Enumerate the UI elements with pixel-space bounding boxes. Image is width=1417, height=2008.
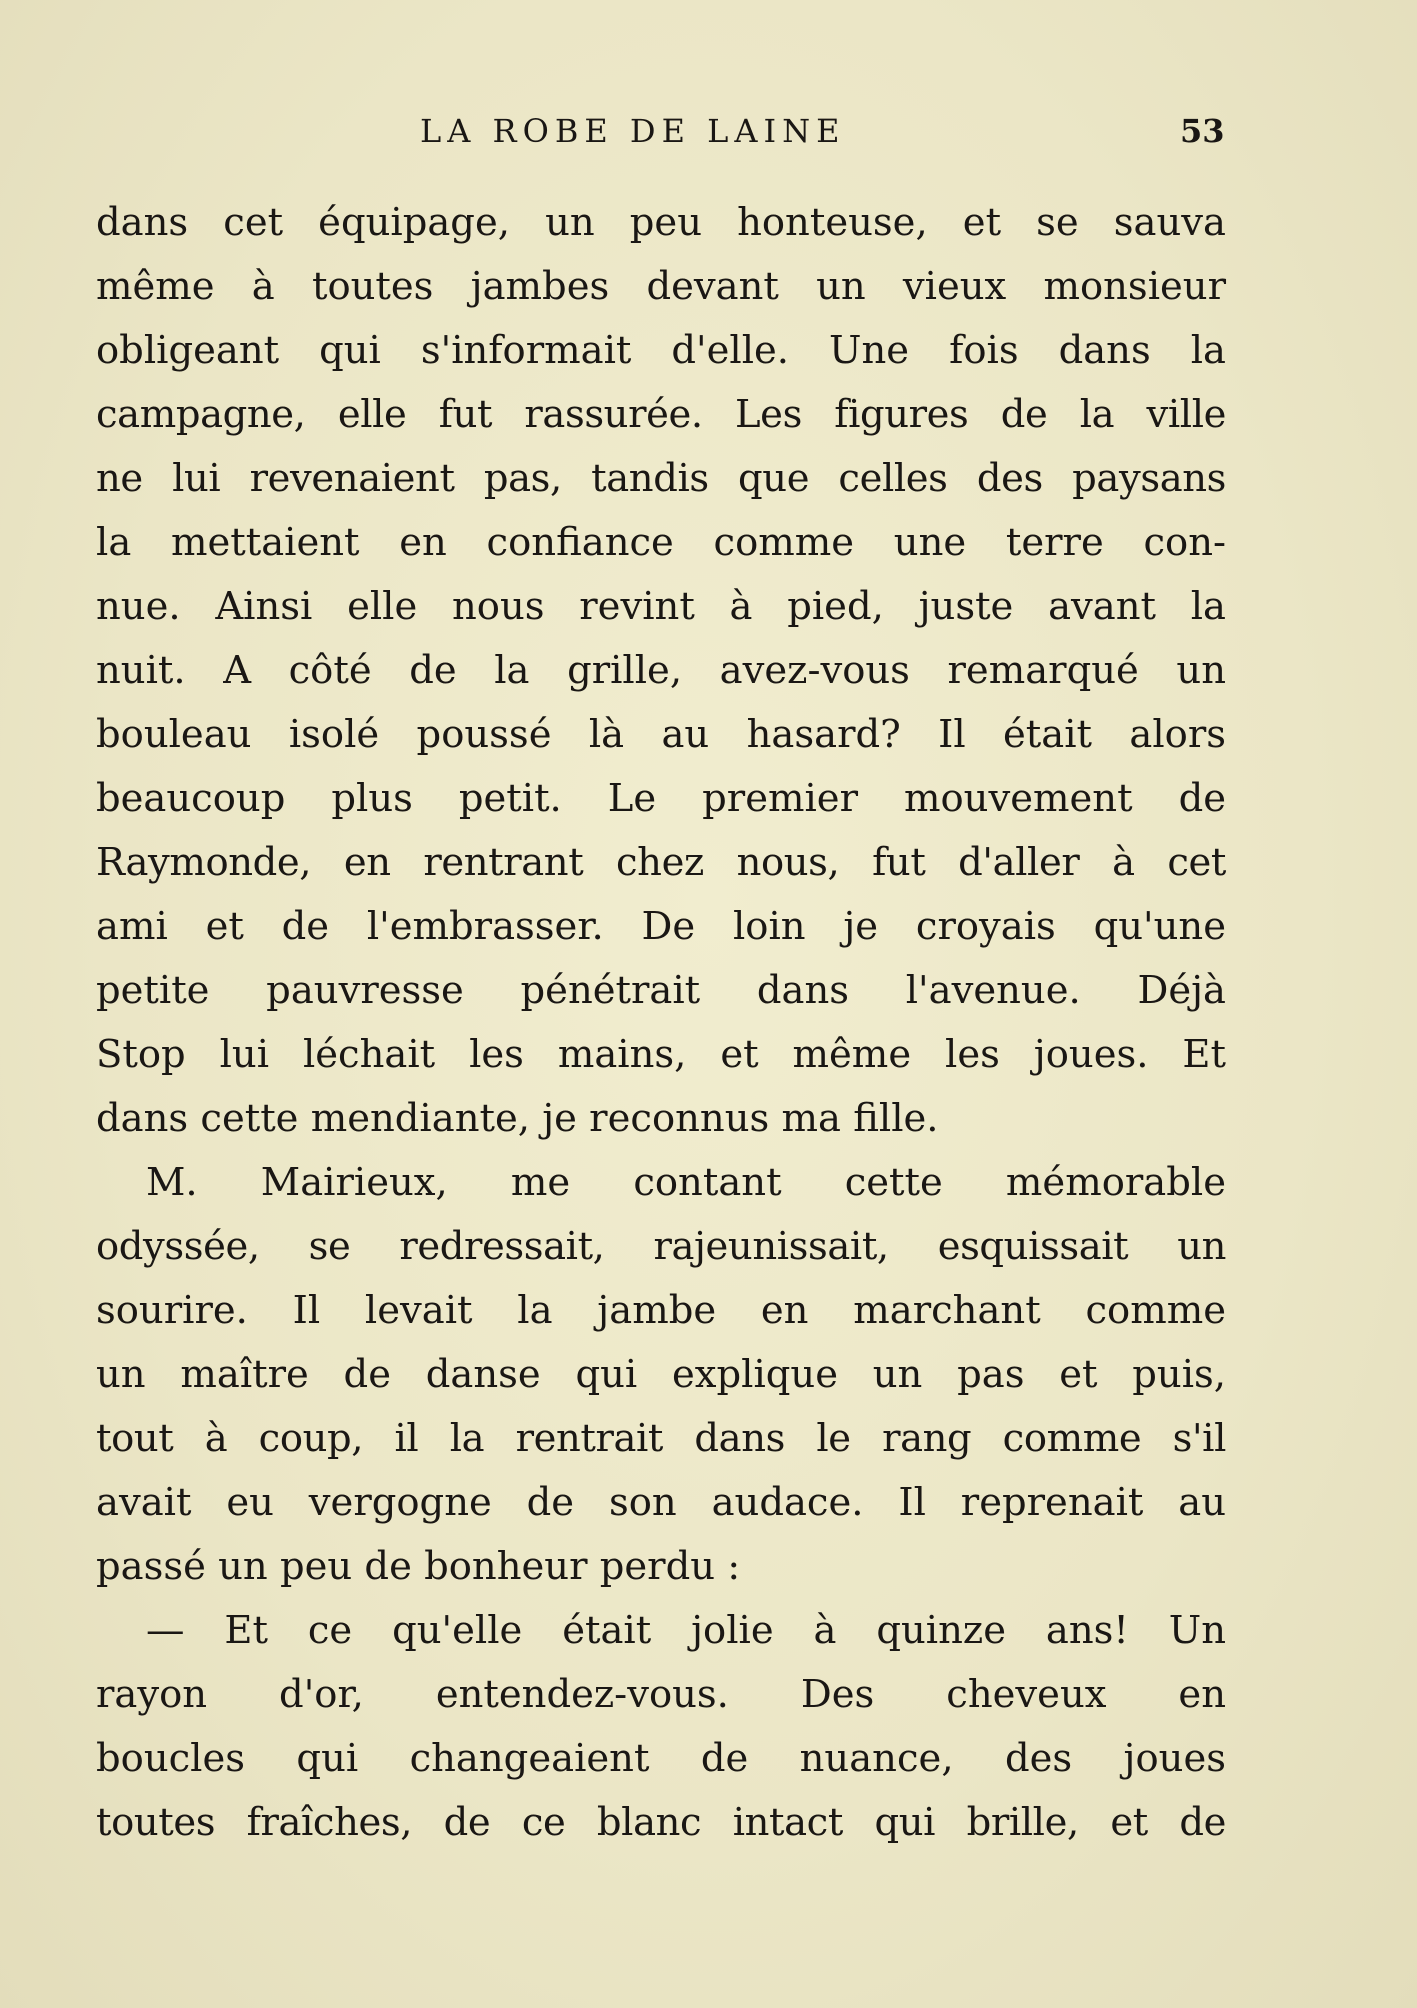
- text-line: dans cet équipage, un peu honteuse, et se sauva: [96, 200, 1226, 245]
- text-line: passé un peu de bonheur perdu :: [96, 1544, 741, 1589]
- body-text: [96, 191, 1226, 1855]
- text-line: Stop lui léchait les mains, et même les joues. Et: [96, 1032, 1226, 1077]
- text-line: tout à coup, il la rentrait dans le rang comme s'il: [96, 1416, 1226, 1461]
- text-line: M. Mairieux, me contant cette mémorable: [146, 1160, 1226, 1205]
- text-line: ami et de l'embrasser. De loin je croyais qu'une: [96, 904, 1226, 949]
- text-line: même à toutes jambes devant un vieux monsieur: [96, 264, 1226, 309]
- text-line: nue. Ainsi elle nous revint à pied, juste avant la: [96, 584, 1226, 629]
- text-line: ne lui revenaient pas, tandis que celles des paysans: [96, 456, 1226, 501]
- text-line: toutes fraîches, de ce blanc intact qui brille, et de: [96, 1800, 1226, 1845]
- text-line: obligeant qui s'informait d'elle. Une fois dans la: [96, 328, 1226, 373]
- text-line: bouleau isolé poussé là au hasard? Il était alors: [96, 712, 1226, 757]
- page-number: 53: [1180, 112, 1225, 150]
- text-line: campagne, elle fut rassurée. Les figures de la ville: [96, 392, 1226, 437]
- text-line: beaucoup plus petit. Le premier mouvement de: [96, 776, 1226, 821]
- text-line: odyssée, se redressait, rajeunissait, esquissait un: [96, 1224, 1226, 1269]
- text-line: un maître de danse qui explique un pas et puis,: [96, 1352, 1226, 1397]
- running-title: LA ROBE DE LAINE: [420, 112, 846, 150]
- text-line: rayon d'or, entendez-vous. Des cheveux en: [96, 1672, 1226, 1717]
- running-head: [0, 112, 1417, 162]
- text-line: petite pauvresse pénétrait dans l'avenue. Déjà: [96, 968, 1226, 1013]
- text-line: nuit. A côté de la grille, avez-vous remarqué un: [96, 648, 1226, 693]
- text-line: sourire. Il levait la jambe en marchant comme: [96, 1288, 1226, 1333]
- text-line: boucles qui changeaient de nuance, des joues: [96, 1736, 1226, 1781]
- text-line: Raymonde, en rentrant chez nous, fut d'aller à cet: [96, 840, 1226, 885]
- text-line: — Et ce qu'elle était jolie à quinze ans! Un: [146, 1608, 1226, 1653]
- text-line: avait eu vergogne de son audace. Il reprenait au: [96, 1480, 1226, 1525]
- text-line: dans cette mendiante, je reconnus ma fille.: [96, 1096, 939, 1141]
- text-line: la mettaient en confiance comme une terre con-: [96, 520, 1226, 565]
